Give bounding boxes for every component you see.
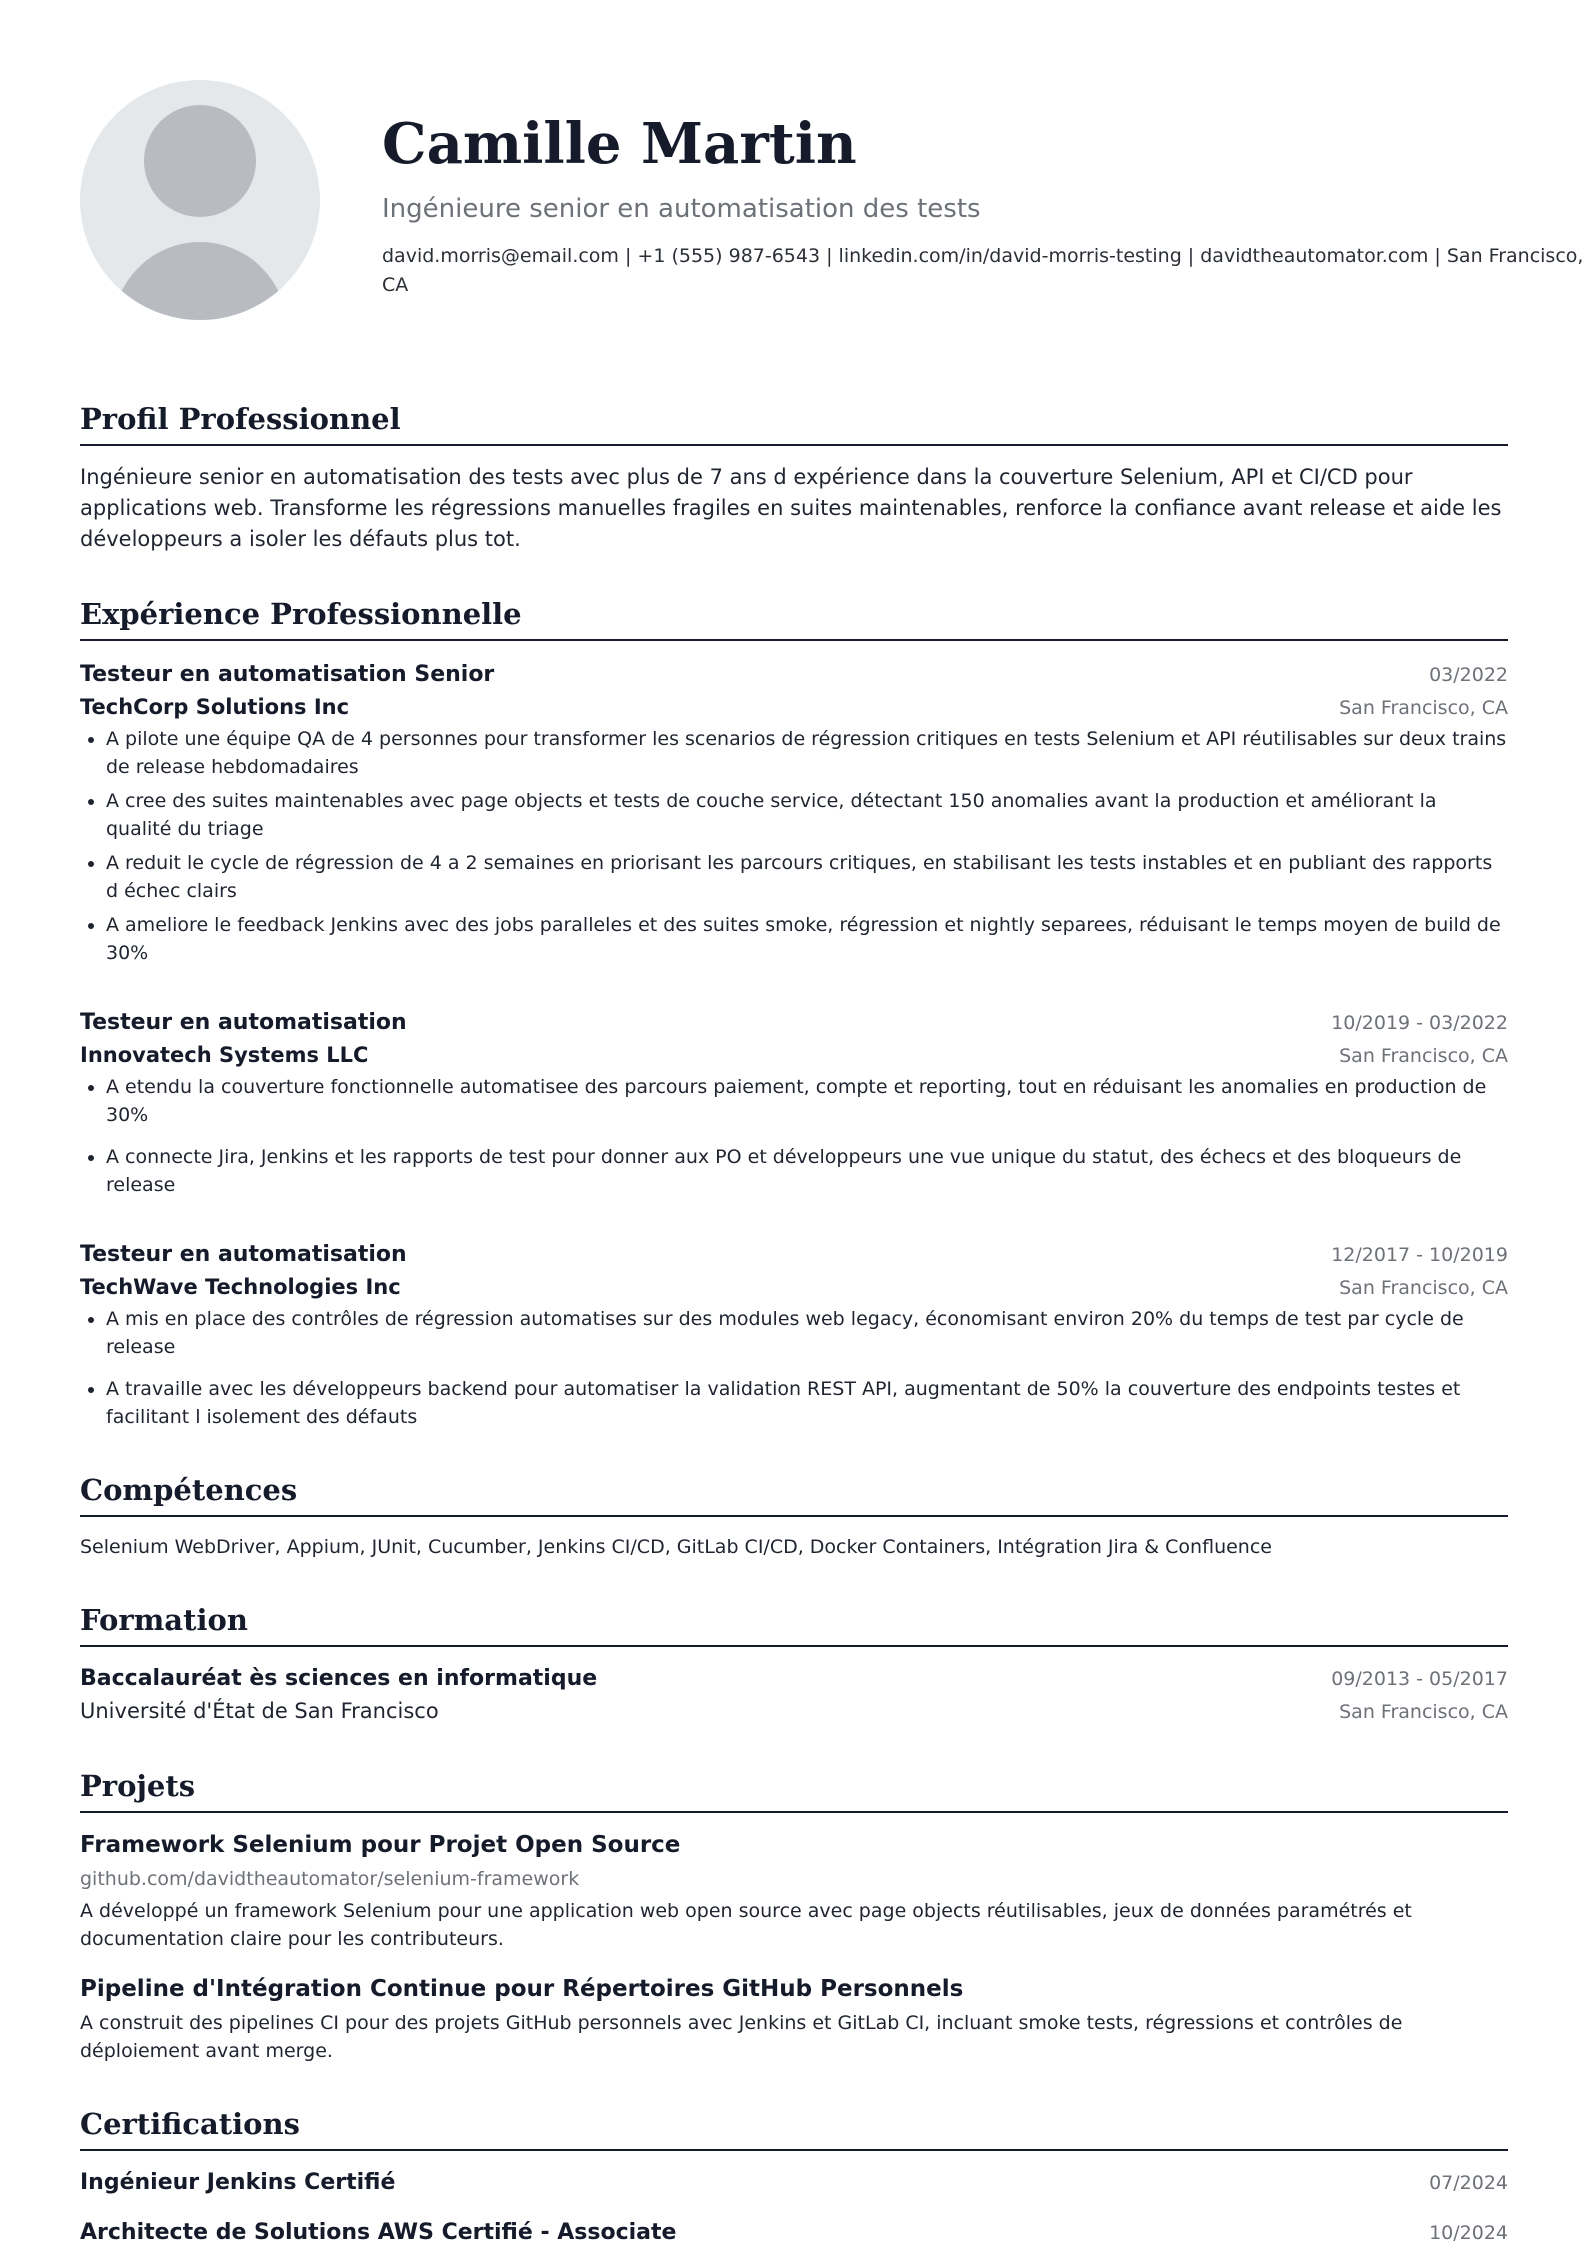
job-entry: [80, 1239, 1508, 1431]
job-bullet: • A travaille avec les développeurs backend pour automatiser la validation REST API, augmentant de 50% la couverture des endpoints testes et facilitant l isolement des défauts: [106, 1375, 1508, 1431]
education-location: San Francisco, CA: [1339, 1701, 1508, 1723]
certification-entry: [80, 2217, 1508, 2249]
project-entry: [80, 1973, 1508, 2065]
job-entry: [80, 659, 1508, 967]
job-location: San Francisco, CA: [1339, 1277, 1508, 1299]
project-title: Framework Selenium pour Projet Open Source: [80, 1832, 681, 1858]
job-bullet: • A ameliore le feedback Jenkins avec des jobs paralleles et des suites smoke, régression et nightly separees, réduisant le temps moyen de build de 30%: [106, 911, 1508, 967]
education-degree: Baccalauréat ès sciences en informatique: [80, 1666, 598, 1691]
candidate-name: Camille Martin: [382, 111, 857, 177]
job-date: 12/2017 - 10/2019: [1331, 1244, 1508, 1266]
job-title: Testeur en automatisation: [80, 1010, 407, 1035]
skills-list: Selenium WebDriver, Appium, JUnit, Cucumber, Jenkins CI/CD, GitLab CI/CD, Docker Containers, Intégration Jira & Confluence: [80, 1536, 1272, 1558]
avatar-head-shape: [144, 105, 256, 217]
job-location: San Francisco, CA: [1339, 697, 1508, 719]
job-location: San Francisco, CA: [1339, 1045, 1508, 1067]
certification-date: 07/2024: [1429, 2172, 1508, 2194]
certification-name: Architecte de Solutions AWS Certifié - Associate: [80, 2220, 677, 2245]
education-section: [80, 1601, 1508, 1727]
certification-entry: [80, 2167, 1508, 2199]
job-bullets: [80, 1305, 1508, 1431]
project-entry: [80, 1829, 1508, 1953]
job-bullets: [80, 1073, 1508, 1199]
job-bullet: • A etendu la couverture fonctionnelle automatisee des parcours paiement, compte et reporting, tout en réduisant les anomalies en production de 30%: [106, 1073, 1508, 1129]
project-description: A construit des pipelines CI pour des projets GitHub personnels avec Jenkins et GitLab CI, incluant smoke tests, régressions et contrôles de déploiement avant merge.: [80, 2012, 1403, 2062]
job-bullet: • A mis en place des contrôles de régression automatises sur des modules web legacy, économisant environ 20% du temps de test par cycle de release: [106, 1305, 1508, 1361]
section-title-profile: Profil Professionnel: [80, 400, 1508, 446]
job-company: Innovatech Systems LLC: [80, 1043, 369, 1067]
section-title-skills: Compétences: [80, 1471, 1508, 1517]
certification-date: 10/2024: [1429, 2222, 1508, 2244]
project-title: Pipeline d'Intégration Continue pour Répertoires GitHub Personnels: [80, 1976, 964, 2002]
profile-text: Ingénieure senior en automatisation des tests avec plus de 7 ans d expérience dans la couverture Selenium, API et CI/CD pour applications web. Transforme les régressions manuelles fragiles en suites maintenables, renforce la confiance avant release et aide les développeurs a isoler les défauts plus tot.: [80, 465, 1502, 551]
project-description: A développé un framework Selenium pour une application web open source avec page objects réutilisables, jeux de données paramétrés et documentation claire pour les contributeurs.: [80, 1900, 1412, 1950]
job-company: TechWave Technologies Inc: [80, 1275, 401, 1299]
job-date: 03/2022: [1429, 664, 1508, 686]
profile-section: [80, 400, 1508, 555]
education-date: 09/2013 - 05/2017: [1331, 1668, 1508, 1690]
section-title-projects: Projets: [80, 1767, 1508, 1813]
avatar-body-shape: [113, 242, 287, 320]
job-title: Testeur en automatisation Senior: [80, 662, 495, 687]
job-entry: [80, 1007, 1508, 1199]
certifications-section: [80, 2105, 1508, 2249]
avatar: [80, 80, 320, 320]
section-title-experience: Expérience Professionnelle: [80, 595, 1508, 641]
skills-section: [80, 1471, 1508, 1561]
project-link[interactable]: github.com/davidtheautomator/selenium-framework: [80, 1868, 580, 1890]
job-date: 10/2019 - 03/2022: [1331, 1012, 1508, 1034]
job-bullet: • A connecte Jira, Jenkins et les rapports de test pour donner aux PO et développeurs une vue unique du statut, des échecs et des bloqueurs de release: [106, 1143, 1508, 1199]
section-title-education: Formation: [80, 1601, 1508, 1647]
experience-section: [80, 595, 1508, 1431]
certification-name: Ingénieur Jenkins Certifié: [80, 2170, 396, 2195]
candidate-title: Ingénieure senior en automatisation des tests: [382, 194, 981, 224]
section-title-certifications: Certifications: [80, 2105, 1508, 2151]
projects-section: [80, 1767, 1508, 2065]
job-bullets: [80, 725, 1508, 967]
contact-line: david.morris@email.com | +1 (555) 987-6543 | linkedin.com/in/david-morris-testing | davidtheautomator.com | San Francisco, CA: [382, 245, 1584, 296]
job-title: Testeur en automatisation: [80, 1242, 407, 1267]
resume-header: [80, 0, 1584, 400]
job-bullet: • A pilote une équipe QA de 4 personnes pour transformer les scenarios de régression critiques en tests Selenium et API réutilisables sur deux trains de release hebdomadaires: [106, 725, 1508, 781]
job-bullet: • A reduit le cycle de régression de 4 a 2 semaines en priorisant les parcours critiques, en stabilisant les tests instables et en publiant des rapports d échec clairs: [106, 849, 1508, 905]
job-company: TechCorp Solutions Inc: [80, 695, 350, 719]
job-bullet: • A cree des suites maintenables avec page objects et tests de couche service, détectant 150 anomalies avant la production et améliorant la qualité du triage: [106, 787, 1508, 843]
header-info: [382, 108, 1588, 300]
education-school: Université d'État de San Francisco: [80, 1699, 439, 1723]
